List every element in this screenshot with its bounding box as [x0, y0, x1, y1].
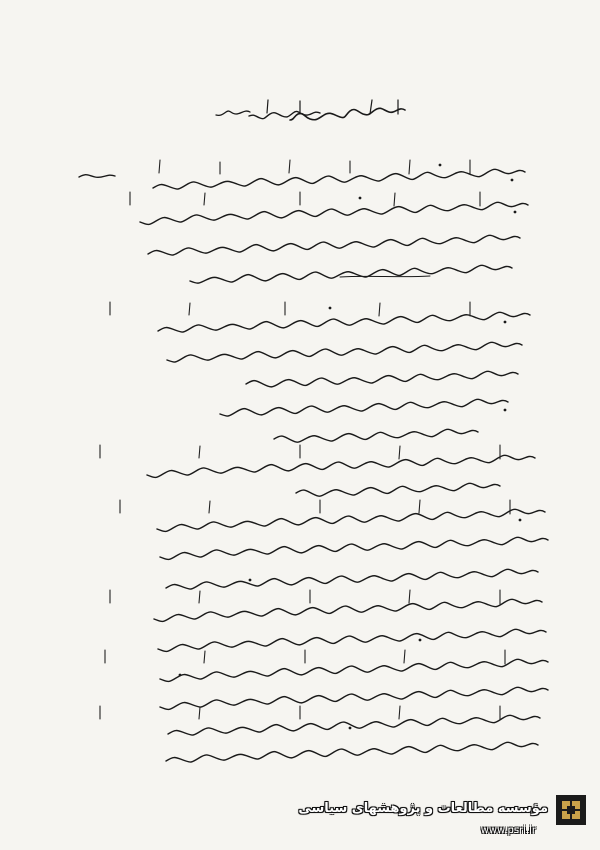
institute-name: مؤسسه مطالعات و پژوهشهای سیاسی — [298, 801, 548, 816]
handwritten-body — [79, 169, 548, 762]
psri-logo-icon — [556, 795, 586, 825]
footer-watermark — [298, 795, 590, 845]
handwriting-texture — [100, 160, 510, 720]
institute-website: www.psri.ir — [480, 825, 536, 836]
handwriting-dots — [179, 164, 522, 730]
handwritten-title — [216, 100, 405, 120]
